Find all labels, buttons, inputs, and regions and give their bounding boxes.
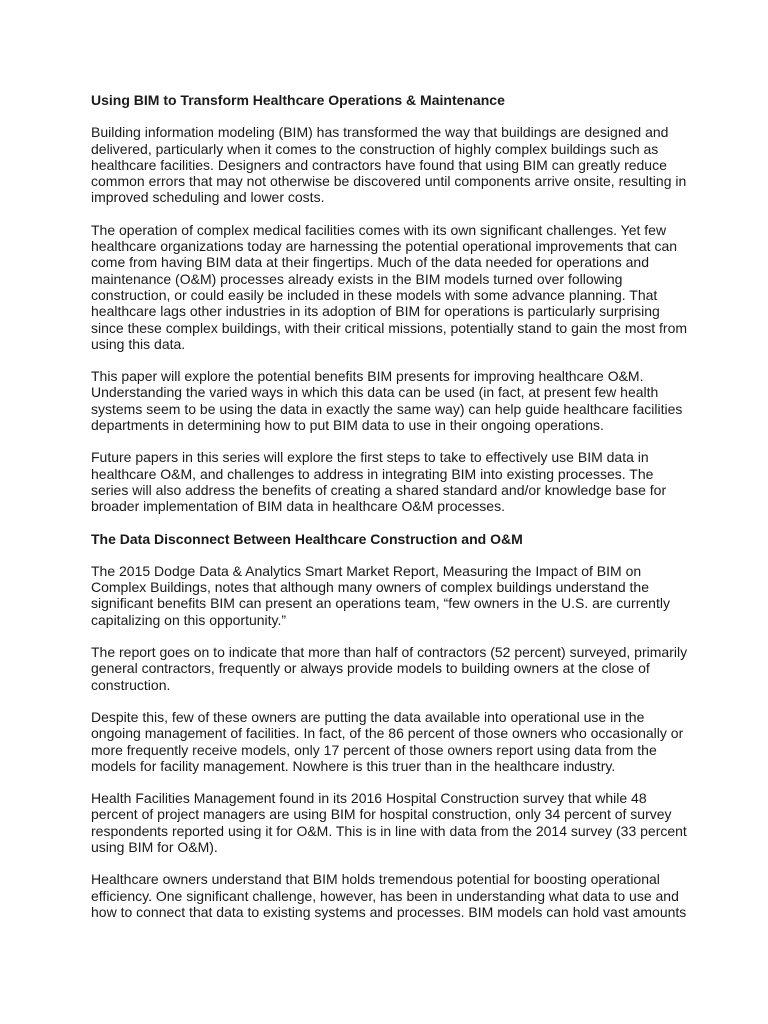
section-paragraph-5: Healthcare owners understand that BIM holds tremendous potential for boosting operational efficiency. One significant challenge, however, has been in understanding what data to use and how to connect that data to existing systems and processes. BIM models can hold vast amounts [91,871,687,920]
section-paragraph-1: The 2015 Dodge Data & Analytics Smart Market Report, Measuring the Impact of BIM on Complex Buildings, notes that although many owners of complex buildings understand the significant benefits BIM can present an operations team, “few owners in the U.S. are currently capitalizing on this opportunity.” [91,562,670,628]
paragraph-2: The operation of complex medical facilities comes with its own significant challenges. Yet few healthcare organizations today are harnessing the potential operational improvements that can come from having BIM data at their fingertips. Much of the data needed for operations and maintenance (O&M) processes already exists in the BIM models turned over following construction, or could easily be included in these models with some advance planning. That healthcare lags other industries in its adoption of BIM for operations is particularly surprising since these complex buildings, with their critical missions, potentially stand to gain the most from using this data. [91,221,688,352]
paragraph-4: Future papers in this series will explore the first steps to take to effectively use BIM data in healthcare O&M, and challenges to address in integrating BIM into existing processes. The series will also address the benefits of creating a shared standard and/or knowledge base for broader implementation of BIM data in healthcare O&M processes. [91,449,667,515]
section-paragraph-4: Health Facilities Management found in its 2016 Hospital Construction survey that while 48 percent of project managers are using BIM for hospital construction, only 34 percent of survey respondents reported using it for O&M. This is in line with data from the 2014 survey (33 percent using BIM for O&M). [91,790,687,855]
paragraph-1: Building information modeling (BIM) has transformed the way that buildings are designed and delivered, particularly when it comes to the construction of highly complex buildings such as healthcare facilities. Designers and contractors have found that using BIM can greatly reduce common errors that may not otherwise be discovered until components arrive onsite, resulting in improved scheduling and lower costs. [91,124,687,206]
paragraph-3: This paper will explore the potential benefits BIM presents for improving healthcare O&M. Understanding the varied ways in which this data can be used (in fact, at present few health systems seem to be using the data in exactly the same way) can help guide healthcare facilities departments in determining how to put BIM data to use in their ongoing operations. [91,368,683,434]
document-title: Using BIM to Transform Healthcare Operations & Maintenance [91,92,505,108]
section-heading: The Data Disconnect Between Healthcare Construction and O&M [91,530,523,547]
document-page [91,92,691,936]
section-paragraph-2: The report goes on to indicate that more than half of contractors (52 percent) surveyed, primarily general contractors, frequently or always provide models to building owners at the close of construction. [91,644,688,693]
section-paragraph-3: Despite this, few of these owners are putting the data available into operational use in the ongoing management of facilities. In fact, of the 86 percent of those owners who occasionally or more frequently receive models, only 17 percent of those owners report using data from the models for facility management. Nowhere is this truer than in the healthcare industry. [91,708,684,774]
